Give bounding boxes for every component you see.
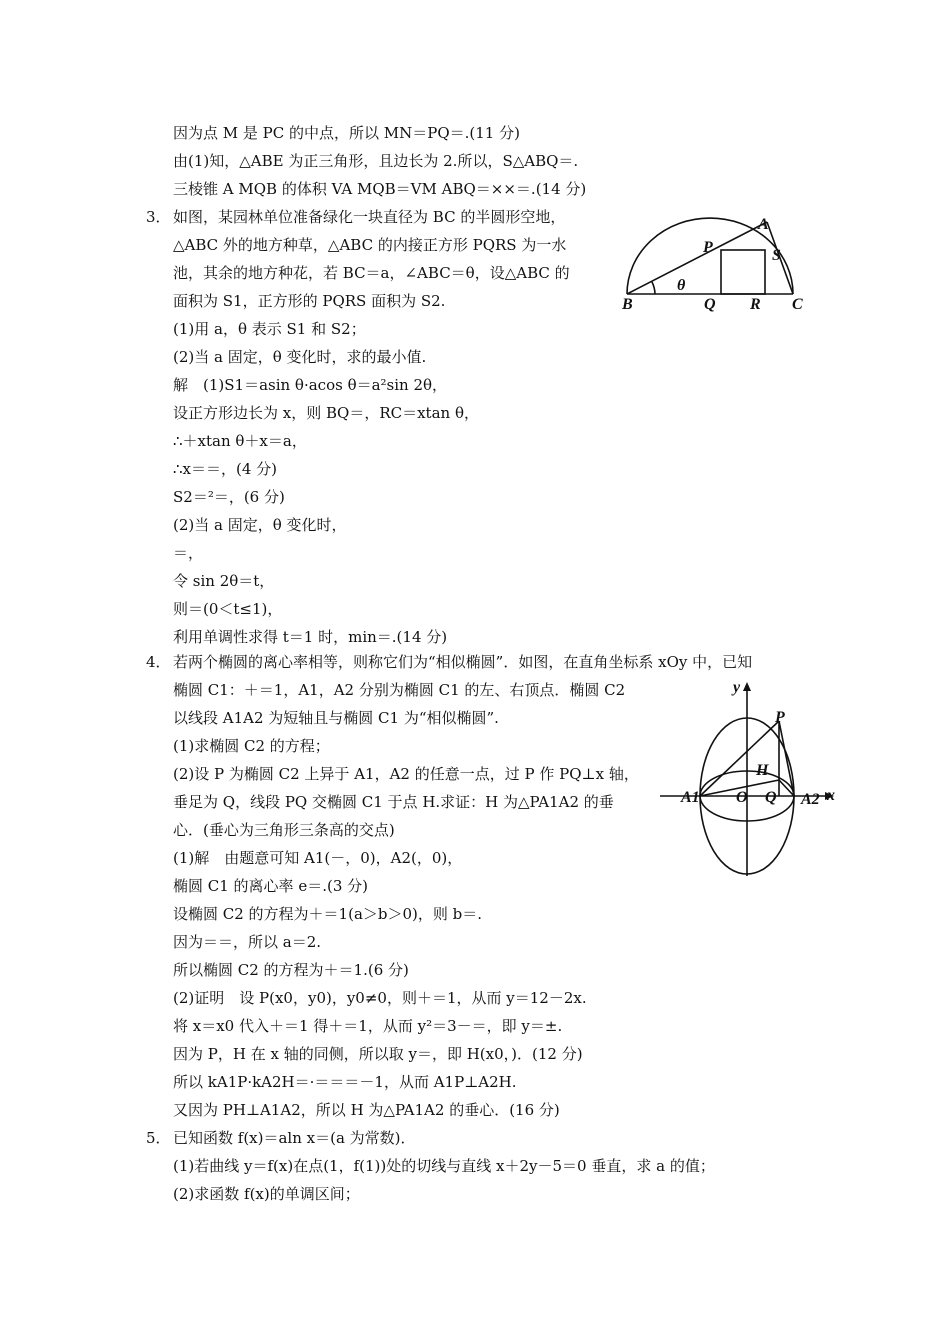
label-p: P [775, 709, 785, 726]
label-b: B [622, 296, 633, 313]
semicircle-figure [612, 208, 817, 320]
text-line: 解 (1)S1＝asin θ·acos θ＝a²sin 2θ， [173, 376, 448, 394]
text-line: (1)求椭圆 C2 的方程； [173, 737, 330, 755]
ellipse-figure [658, 676, 840, 878]
label-y: y [733, 679, 741, 696]
text-line: (2)证明 设 P(x0，y0)，y0≠0，则＋＝1，从而 y＝12－2x. [173, 989, 587, 1007]
text-line: (2)当 a 固定，θ 变化时， [173, 516, 347, 534]
text-line: 已知函数 f(x)＝aln x＝(a 为常数)． [173, 1129, 416, 1147]
text-line: S2＝²＝，(6 分) [173, 488, 285, 506]
label-s: S [772, 247, 781, 264]
text-line: 如图，某园林单位准备绿化一块直径为 BC 的半圆形空地， [173, 208, 566, 226]
square-pqrs [721, 250, 765, 294]
text-line: 心．(垂心为三角形三条高的交点) [173, 821, 395, 839]
text-line: (2)求函数 f(x)的单调区间； [173, 1185, 360, 1203]
y-axis-arrow [743, 682, 751, 691]
label-q: Q [704, 296, 716, 313]
text-line: △ABC 外的地方种草，△ABC 的内接正方形 PQRS 为一水 [173, 236, 567, 254]
text-line: 所以 kA1P·kA2H＝·＝＝＝－1，从而 A1P⊥A2H. [173, 1073, 517, 1091]
label-x: x [827, 787, 835, 804]
text-line: (1)解 由题意可知 A1(－，0)，A2(，0)， [173, 849, 463, 867]
text-line: 设椭圆 C2 的方程为＋＝1(a＞b＞0)，则 b＝. [173, 905, 483, 923]
label-r: R [750, 296, 761, 313]
text-line: 因为＝＝，所以 a＝2. [173, 933, 322, 951]
text-line: ＝， [173, 544, 204, 562]
text-line: (2)设 P 为椭圆 C2 上异于 A1，A2 的任意一点，过 P 作 PQ⊥x 轴， [173, 765, 639, 783]
text-line: 垂足为 Q，线段 PQ 交椭圆 C1 于点 H.求证：H 为△PA1A2 的垂 [173, 793, 614, 811]
label-o: O [736, 789, 748, 806]
text-line: 利用单调性求得 t＝1 时，min＝.(14 分) [173, 628, 448, 646]
label-theta: θ [677, 277, 686, 294]
side-ba [627, 222, 767, 294]
text-line: 由(1)知，△ABE 为正三角形，且边长为 2.所以，S△ABQ＝. [173, 152, 579, 170]
segment-pa2 [779, 721, 794, 796]
problem-number: 3． [146, 208, 171, 226]
label-p: P [703, 239, 713, 256]
text-line: 又因为 PH⊥A1A2，所以 H 为△PA1A2 的垂心．(16 分) [173, 1101, 560, 1119]
label-a1: A1 [681, 789, 700, 806]
text-line: 椭圆 C1：＋＝1，A1，A2 分别为椭圆 C1 的左、右顶点．椭圆 C2 [173, 681, 626, 699]
text-line: 椭圆 C1 的离心率 e＝.(3 分) [173, 877, 368, 895]
problem-number: 4． [146, 653, 171, 671]
angle-mark [652, 282, 655, 294]
label-q: Q [765, 789, 777, 806]
text-line: 将 x＝x0 代入＋＝1 得＋＝1，从而 y²＝3－＝，即 y＝±. [173, 1017, 563, 1035]
text-line: 面积为 S1，正方形的 PQRS 面积为 S2. [173, 292, 446, 310]
text-line: 因为点 M 是 PC 的中点，所以 MN＝PQ＝.(11 分) [173, 124, 520, 142]
text-line: 则＝(0＜t≤1)， [173, 600, 283, 618]
label-h: H [756, 762, 769, 779]
segment-a1p [700, 721, 779, 796]
text-line: ∴x＝＝，(4 分) [173, 460, 278, 478]
label-c: C [792, 296, 803, 313]
text-line: 令 sin 2θ＝t， [173, 572, 275, 590]
text-line: 以线段 A1A2 为短轴且与椭圆 C1 为“相似椭圆”. [173, 709, 499, 727]
text-line: 所以椭圆 C2 的方程为＋＝1.(6 分) [173, 961, 409, 979]
problem-number: 5． [146, 1129, 171, 1147]
text-line: 若两个椭圆的离心率相等，则称它们为“相似椭圆”．如图，在直角坐标系 xOy 中，已知 [173, 653, 753, 671]
text-line: ∴＋xtan θ＋x＝a， [173, 432, 307, 450]
label-a2: A2 [801, 791, 820, 808]
text-line: (1)用 a，θ 表示 S1 和 S2； [173, 320, 366, 338]
text-line: 因为 P，H 在 x 轴的同侧，所以取 y＝，即 H(x0，)．(12 分) [173, 1045, 583, 1063]
text-line: (1)若曲线 y＝f(x)在点(1，f(1))处的切线与直线 x＋2y－5＝0 垂直，求 a 的值； [173, 1157, 715, 1175]
text-line: (2)当 a 固定，θ 变化时，求的最小值. [173, 348, 427, 366]
text-line: 三棱锥 A MQB 的体积 VA MQB＝VM ABQ＝××＝.(14 分) [173, 180, 587, 198]
text-line: 设正方形边长为 x，则 BQ＝，RC＝xtan θ， [173, 404, 479, 422]
text-line: 池，其余的地方种花，若 BC＝a，∠ABC＝θ，设△ABC 的 [173, 264, 570, 282]
label-a: A [758, 216, 769, 233]
